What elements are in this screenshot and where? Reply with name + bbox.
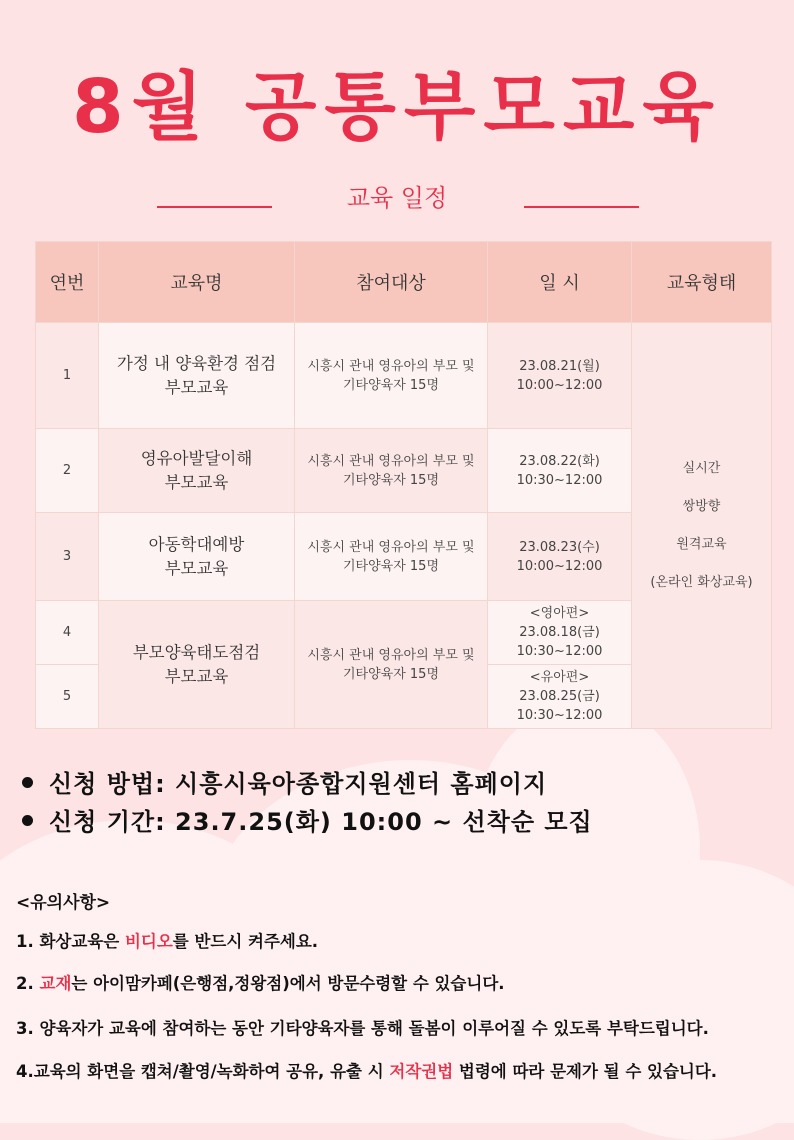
name-line: 부모교육 <box>164 558 229 578</box>
row-date <box>488 665 632 729</box>
name-line: 부모교육 <box>164 377 229 397</box>
header-date: 일 시 <box>488 242 632 323</box>
bullet-icon <box>22 777 33 788</box>
target-line: 기타양육자 15명 <box>342 558 440 574</box>
notice-text: 를 반드시 켜주세요. <box>172 932 319 951</box>
notice-text: 1. 화상교육은 <box>16 932 125 951</box>
row-target <box>295 429 488 513</box>
target-line: 시흥시 관내 영유아의 부모 및 <box>307 358 475 374</box>
notice-highlight: 저작권법 <box>389 1062 454 1081</box>
row-name <box>99 323 295 429</box>
type-line: 실시간 <box>682 460 721 476</box>
type-cell <box>632 323 772 729</box>
row-no: 1 <box>36 323 99 429</box>
row-no: 4 <box>36 601 99 665</box>
table-row <box>36 323 772 429</box>
date-line: 10:30~12:00 <box>516 472 603 488</box>
date-line: 23.08.25(금) <box>519 689 600 704</box>
page-title: 8월 공통부모교육 <box>72 64 722 150</box>
apply-period-text: 신청 기간: 23.7.25(화) 10:00 ~ 선착순 모집 <box>49 808 593 836</box>
target-line: 시흥시 관내 영유아의 부모 및 <box>307 539 475 555</box>
row-name <box>99 513 295 601</box>
row-date <box>488 429 632 513</box>
notice-item-3: 3. 양육자가 교육에 참여하는 동안 기타양육자를 통해 돌봄이 이루어질 수 있도록 부탁드립니다. <box>16 1019 709 1038</box>
bullet-icon <box>22 815 33 826</box>
row-date <box>488 513 632 601</box>
divider <box>524 206 639 208</box>
row-no: 5 <box>36 665 99 729</box>
date-line: 10:30~12:00 <box>516 644 603 659</box>
date-line: 10:30~12:00 <box>516 708 603 723</box>
row-target <box>295 513 488 601</box>
target-line: 시흥시 관내 영유아의 부모 및 <box>307 647 475 663</box>
row-date <box>488 601 632 665</box>
apply-method-text: 신청 방법: 시흥시육아종합지원센터 홈페이지 <box>49 770 548 798</box>
row-date <box>488 323 632 429</box>
header-target: 참여대상 <box>295 242 488 323</box>
name-line: 가정 내 양육환경 점검 <box>116 353 277 373</box>
notice-highlight: 비디오 <box>124 932 173 951</box>
notice-item-2 <box>16 970 505 994</box>
row-name <box>99 601 295 729</box>
schedule-subtitle: 교육 일정 <box>346 184 448 212</box>
apply-period <box>22 802 593 837</box>
header-no: 연번 <box>36 242 99 323</box>
target-line: 기타양육자 15명 <box>342 666 440 682</box>
notice-item-4 <box>16 1058 717 1082</box>
schedule-table <box>35 241 772 729</box>
target-line: 시흥시 관내 영유아의 부모 및 <box>307 453 475 469</box>
row-target <box>295 323 488 429</box>
notice-text: 는 아이맘카페(은행점,정왕점)에서 방문수령할 수 있습니다. <box>71 974 505 993</box>
notice-highlight: 교재 <box>39 974 72 993</box>
target-line: 기타양육자 15명 <box>342 472 440 488</box>
name-line: 영유아발달이해 <box>140 448 253 468</box>
date-line: <유아편> <box>529 670 590 685</box>
date-line: 10:00~12:00 <box>516 558 603 574</box>
schedule-heading <box>0 178 794 218</box>
row-name <box>99 429 295 513</box>
notice-title: <유의사항> <box>16 893 111 913</box>
date-line: 23.08.18(금) <box>519 625 600 640</box>
date-line: <영아편> <box>529 606 590 621</box>
row-target <box>295 601 488 729</box>
row-no: 2 <box>36 429 99 513</box>
date-line: 10:00~12:00 <box>516 377 603 393</box>
type-line: 쌍방향 <box>682 498 721 514</box>
table-header-row <box>36 242 772 323</box>
name-line: 부모교육 <box>164 472 229 492</box>
notice-item-1 <box>16 928 318 952</box>
notice-text: 법령에 따라 문제가 될 수 있습니다. <box>453 1062 718 1081</box>
apply-method <box>22 764 547 799</box>
date-line: 23.08.23(수) <box>519 539 600 555</box>
name-line: 부모교육 <box>164 666 229 686</box>
type-line: (온라인 화상교육) <box>650 574 753 590</box>
date-line: 23.08.21(월) <box>519 358 600 374</box>
name-line: 부모양육태도점검 <box>132 642 261 662</box>
date-line: 23.08.22(화) <box>519 453 600 469</box>
notice-text: 4.교육의 화면을 캡쳐/촬영/녹화하여 공유, 유출 시 <box>16 1062 390 1081</box>
type-line: 원격교육 <box>676 536 727 552</box>
header-type: 교육형태 <box>632 242 772 323</box>
header-name: 교육명 <box>99 242 295 323</box>
target-line: 기타양육자 15명 <box>342 377 440 393</box>
row-no: 3 <box>36 513 99 601</box>
name-line: 아동학대예방 <box>148 534 245 554</box>
notice-text: 2. <box>16 974 40 993</box>
